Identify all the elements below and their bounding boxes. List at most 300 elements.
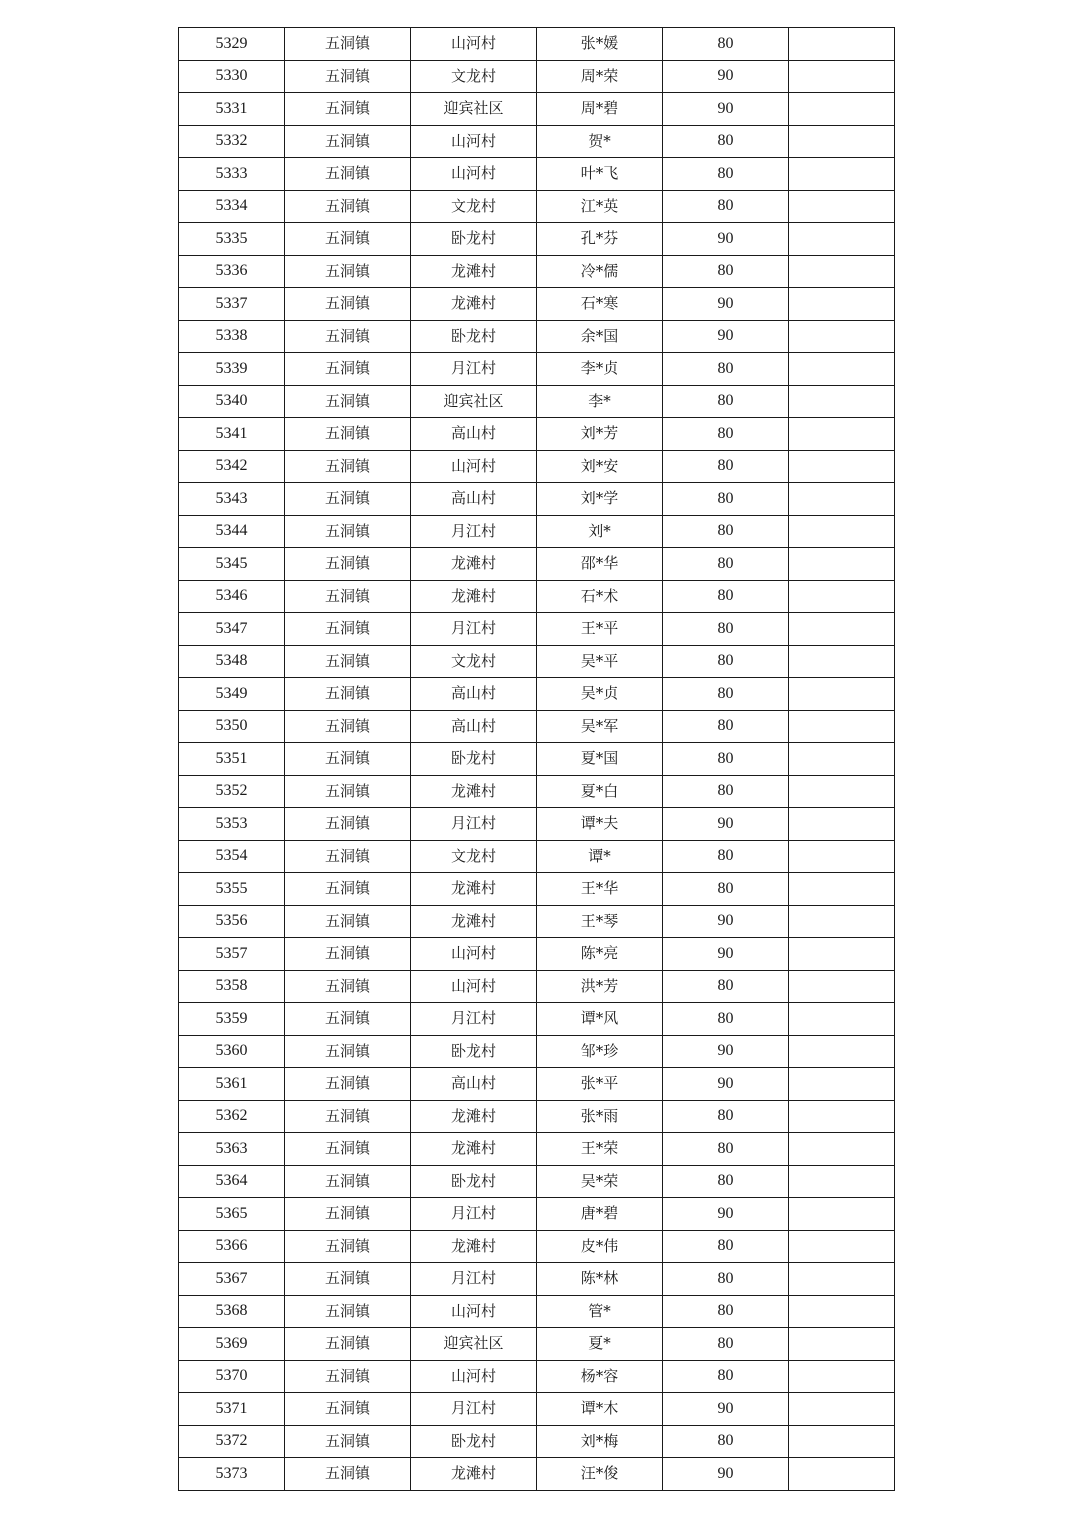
table-row <box>179 873 895 906</box>
village-cell: 文龙村 <box>411 840 537 873</box>
remarks-cell <box>789 743 895 776</box>
name-cell: 吴*军 <box>537 710 663 743</box>
remarks-cell <box>789 710 895 743</box>
amount-cell: 80 <box>663 613 789 646</box>
name-cell: 谭*夫 <box>537 808 663 841</box>
remarks-cell <box>789 1165 895 1198</box>
town-cell: 五洞镇 <box>285 710 411 743</box>
serial-number-cell: 5356 <box>179 905 285 938</box>
serial-number-cell: 5351 <box>179 743 285 776</box>
serial-number-cell: 5329 <box>179 28 285 61</box>
village-cell: 龙滩村 <box>411 548 537 581</box>
table-row <box>179 320 895 353</box>
remarks-cell <box>789 775 895 808</box>
village-cell: 高山村 <box>411 418 537 451</box>
name-cell: 余*国 <box>537 320 663 353</box>
table-row <box>179 678 895 711</box>
remarks-cell <box>789 93 895 126</box>
village-cell: 月江村 <box>411 353 537 386</box>
serial-number-cell: 5372 <box>179 1425 285 1458</box>
remarks-cell <box>789 613 895 646</box>
town-cell: 五洞镇 <box>285 1003 411 1036</box>
amount-cell: 80 <box>663 515 789 548</box>
name-cell: 石*寒 <box>537 288 663 321</box>
village-cell: 卧龙村 <box>411 1165 537 1198</box>
town-cell: 五洞镇 <box>285 1035 411 1068</box>
village-cell: 龙滩村 <box>411 1133 537 1166</box>
amount-cell: 90 <box>663 938 789 971</box>
remarks-cell <box>789 190 895 223</box>
remarks-cell <box>789 645 895 678</box>
village-cell: 龙滩村 <box>411 1230 537 1263</box>
town-cell: 五洞镇 <box>285 385 411 418</box>
village-cell: 山河村 <box>411 1295 537 1328</box>
name-cell: 江*英 <box>537 190 663 223</box>
remarks-cell <box>789 1198 895 1231</box>
town-cell: 五洞镇 <box>285 1295 411 1328</box>
table-row <box>179 970 895 1003</box>
table-row <box>179 60 895 93</box>
amount-cell: 80 <box>663 1165 789 1198</box>
name-cell: 吴*贞 <box>537 678 663 711</box>
table-row <box>179 775 895 808</box>
name-cell: 洪*芳 <box>537 970 663 1003</box>
village-cell: 龙滩村 <box>411 775 537 808</box>
village-cell: 龙滩村 <box>411 1458 537 1491</box>
serial-number-cell: 5354 <box>179 840 285 873</box>
village-cell: 文龙村 <box>411 190 537 223</box>
serial-number-cell: 5337 <box>179 288 285 321</box>
amount-cell: 80 <box>663 385 789 418</box>
village-cell: 高山村 <box>411 483 537 516</box>
village-cell: 山河村 <box>411 450 537 483</box>
village-cell: 山河村 <box>411 938 537 971</box>
table-row <box>179 808 895 841</box>
remarks-cell <box>789 1393 895 1426</box>
remarks-cell <box>789 1263 895 1296</box>
amount-cell: 90 <box>663 808 789 841</box>
table-row <box>179 450 895 483</box>
table-row <box>179 1035 895 1068</box>
name-cell: 王*华 <box>537 873 663 906</box>
serial-number-cell: 5366 <box>179 1230 285 1263</box>
amount-cell: 80 <box>663 353 789 386</box>
town-cell: 五洞镇 <box>285 613 411 646</box>
table-row <box>179 1133 895 1166</box>
table-row <box>179 1068 895 1101</box>
serial-number-cell: 5334 <box>179 190 285 223</box>
town-cell: 五洞镇 <box>285 158 411 191</box>
amount-cell: 80 <box>663 1295 789 1328</box>
remarks-cell <box>789 28 895 61</box>
amount-cell: 80 <box>663 548 789 581</box>
town-cell: 五洞镇 <box>285 190 411 223</box>
name-cell: 冷*儒 <box>537 255 663 288</box>
name-cell: 邹*珍 <box>537 1035 663 1068</box>
serial-number-cell: 5341 <box>179 418 285 451</box>
town-cell: 五洞镇 <box>285 1360 411 1393</box>
table-row <box>179 1003 895 1036</box>
village-cell: 月江村 <box>411 515 537 548</box>
serial-number-cell: 5355 <box>179 873 285 906</box>
serial-number-cell: 5345 <box>179 548 285 581</box>
serial-number-cell: 5338 <box>179 320 285 353</box>
remarks-cell <box>789 255 895 288</box>
serial-number-cell: 5330 <box>179 60 285 93</box>
remarks-cell <box>789 1328 895 1361</box>
town-cell: 五洞镇 <box>285 1230 411 1263</box>
name-cell: 陈*林 <box>537 1263 663 1296</box>
remarks-cell <box>789 1425 895 1458</box>
amount-cell: 80 <box>663 743 789 776</box>
town-cell: 五洞镇 <box>285 1068 411 1101</box>
table-row <box>179 645 895 678</box>
table-row <box>179 1360 895 1393</box>
town-cell: 五洞镇 <box>285 580 411 613</box>
remarks-cell <box>789 418 895 451</box>
table-row <box>179 1198 895 1231</box>
table-row <box>179 1100 895 1133</box>
table-row <box>179 1425 895 1458</box>
remarks-cell <box>789 580 895 613</box>
amount-cell: 80 <box>663 1100 789 1133</box>
name-cell: 谭* <box>537 840 663 873</box>
name-cell: 夏* <box>537 1328 663 1361</box>
town-cell: 五洞镇 <box>285 1133 411 1166</box>
village-cell: 卧龙村 <box>411 1035 537 1068</box>
village-cell: 迎宾社区 <box>411 385 537 418</box>
serial-number-cell: 5357 <box>179 938 285 971</box>
village-cell: 文龙村 <box>411 645 537 678</box>
table-row <box>179 938 895 971</box>
town-cell: 五洞镇 <box>285 775 411 808</box>
village-cell: 山河村 <box>411 158 537 191</box>
remarks-cell <box>789 1360 895 1393</box>
table-row <box>179 353 895 386</box>
amount-cell: 80 <box>663 1003 789 1036</box>
amount-cell: 80 <box>663 255 789 288</box>
serial-number-cell: 5371 <box>179 1393 285 1426</box>
serial-number-cell: 5368 <box>179 1295 285 1328</box>
serial-number-cell: 5332 <box>179 125 285 158</box>
table-row <box>179 1295 895 1328</box>
name-cell: 张*媛 <box>537 28 663 61</box>
village-cell: 龙滩村 <box>411 255 537 288</box>
town-cell: 五洞镇 <box>285 288 411 321</box>
name-cell: 王*平 <box>537 613 663 646</box>
serial-number-cell: 5336 <box>179 255 285 288</box>
table-row <box>179 1230 895 1263</box>
serial-number-cell: 5359 <box>179 1003 285 1036</box>
amount-cell: 80 <box>663 158 789 191</box>
table-row <box>179 418 895 451</box>
name-cell: 夏*国 <box>537 743 663 776</box>
name-cell: 唐*碧 <box>537 1198 663 1231</box>
serial-number-cell: 5362 <box>179 1100 285 1133</box>
town-cell: 五洞镇 <box>285 1458 411 1491</box>
serial-number-cell: 5353 <box>179 808 285 841</box>
amount-cell: 80 <box>663 1360 789 1393</box>
village-cell: 山河村 <box>411 125 537 158</box>
table-row <box>179 710 895 743</box>
town-cell: 五洞镇 <box>285 1263 411 1296</box>
village-cell: 高山村 <box>411 678 537 711</box>
amount-cell: 80 <box>663 1263 789 1296</box>
remarks-cell <box>789 873 895 906</box>
amount-cell: 80 <box>663 1230 789 1263</box>
serial-number-cell: 5364 <box>179 1165 285 1198</box>
amount-cell: 80 <box>663 418 789 451</box>
name-cell: 张*雨 <box>537 1100 663 1133</box>
town-cell: 五洞镇 <box>285 93 411 126</box>
amount-cell: 90 <box>663 93 789 126</box>
amount-cell: 80 <box>663 125 789 158</box>
serial-number-cell: 5342 <box>179 450 285 483</box>
village-cell: 卧龙村 <box>411 743 537 776</box>
name-cell: 孔*芬 <box>537 223 663 256</box>
town-cell: 五洞镇 <box>285 808 411 841</box>
name-cell: 叶*飞 <box>537 158 663 191</box>
village-cell: 龙滩村 <box>411 873 537 906</box>
serial-number-cell: 5331 <box>179 93 285 126</box>
name-cell: 谭*风 <box>537 1003 663 1036</box>
name-cell: 刘*梅 <box>537 1425 663 1458</box>
name-cell: 周*碧 <box>537 93 663 126</box>
amount-cell: 80 <box>663 710 789 743</box>
table-row <box>179 1393 895 1426</box>
remarks-cell <box>789 1003 895 1036</box>
town-cell: 五洞镇 <box>285 450 411 483</box>
serial-number-cell: 5348 <box>179 645 285 678</box>
serial-number-cell: 5350 <box>179 710 285 743</box>
table-row <box>179 385 895 418</box>
town-cell: 五洞镇 <box>285 873 411 906</box>
town-cell: 五洞镇 <box>285 353 411 386</box>
town-cell: 五洞镇 <box>285 1328 411 1361</box>
table-row <box>179 1165 895 1198</box>
name-cell: 周*荣 <box>537 60 663 93</box>
amount-cell: 90 <box>663 223 789 256</box>
table-row <box>179 515 895 548</box>
remarks-cell <box>789 60 895 93</box>
remarks-cell <box>789 1295 895 1328</box>
town-cell: 五洞镇 <box>285 320 411 353</box>
village-cell: 卧龙村 <box>411 223 537 256</box>
village-cell: 山河村 <box>411 28 537 61</box>
remarks-cell <box>789 158 895 191</box>
table-row <box>179 580 895 613</box>
table-row <box>179 190 895 223</box>
amount-cell: 80 <box>663 483 789 516</box>
remarks-cell <box>789 938 895 971</box>
name-cell: 吴*平 <box>537 645 663 678</box>
village-cell: 龙滩村 <box>411 1100 537 1133</box>
serial-number-cell: 5352 <box>179 775 285 808</box>
remarks-cell <box>789 450 895 483</box>
remarks-cell <box>789 1068 895 1101</box>
table-row <box>179 158 895 191</box>
town-cell: 五洞镇 <box>285 28 411 61</box>
amount-cell: 90 <box>663 905 789 938</box>
table-row <box>179 905 895 938</box>
village-cell: 月江村 <box>411 1198 537 1231</box>
name-cell: 石*术 <box>537 580 663 613</box>
table-row <box>179 840 895 873</box>
town-cell: 五洞镇 <box>285 60 411 93</box>
remarks-cell <box>789 905 895 938</box>
village-cell: 龙滩村 <box>411 580 537 613</box>
amount-cell: 80 <box>663 645 789 678</box>
table-row <box>179 483 895 516</box>
table-row <box>179 223 895 256</box>
remarks-cell <box>789 548 895 581</box>
serial-number-cell: 5344 <box>179 515 285 548</box>
name-cell: 夏*白 <box>537 775 663 808</box>
remarks-cell <box>789 353 895 386</box>
name-cell: 刘*学 <box>537 483 663 516</box>
town-cell: 五洞镇 <box>285 1198 411 1231</box>
amount-cell: 80 <box>663 970 789 1003</box>
serial-number-cell: 5349 <box>179 678 285 711</box>
name-cell: 李*贞 <box>537 353 663 386</box>
table-row <box>179 548 895 581</box>
amount-cell: 90 <box>663 1393 789 1426</box>
amount-cell: 80 <box>663 678 789 711</box>
town-cell: 五洞镇 <box>285 515 411 548</box>
table-row <box>179 613 895 646</box>
remarks-cell <box>789 515 895 548</box>
serial-number-cell: 5347 <box>179 613 285 646</box>
amount-cell: 80 <box>663 580 789 613</box>
serial-number-cell: 5367 <box>179 1263 285 1296</box>
amount-cell: 80 <box>663 28 789 61</box>
remarks-cell <box>789 288 895 321</box>
town-cell: 五洞镇 <box>285 1100 411 1133</box>
name-cell: 汪*俊 <box>537 1458 663 1491</box>
village-cell: 迎宾社区 <box>411 1328 537 1361</box>
serial-number-cell: 5363 <box>179 1133 285 1166</box>
table-row <box>179 743 895 776</box>
amount-cell: 80 <box>663 190 789 223</box>
table-row <box>179 125 895 158</box>
village-cell: 月江村 <box>411 808 537 841</box>
town-cell: 五洞镇 <box>285 743 411 776</box>
remarks-cell <box>789 1035 895 1068</box>
table-row <box>179 1458 895 1491</box>
village-cell: 文龙村 <box>411 60 537 93</box>
remarks-cell <box>789 970 895 1003</box>
town-cell: 五洞镇 <box>285 223 411 256</box>
amount-cell: 80 <box>663 873 789 906</box>
serial-number-cell: 5358 <box>179 970 285 1003</box>
serial-number-cell: 5346 <box>179 580 285 613</box>
remarks-cell <box>789 483 895 516</box>
table-row <box>179 1328 895 1361</box>
remarks-cell <box>789 320 895 353</box>
remarks-cell <box>789 385 895 418</box>
serial-number-cell: 5343 <box>179 483 285 516</box>
name-cell: 张*平 <box>537 1068 663 1101</box>
amount-cell: 90 <box>663 1068 789 1101</box>
serial-number-cell: 5333 <box>179 158 285 191</box>
table-row <box>179 28 895 61</box>
village-cell: 月江村 <box>411 613 537 646</box>
village-cell: 卧龙村 <box>411 1425 537 1458</box>
name-cell: 吴*荣 <box>537 1165 663 1198</box>
village-cell: 山河村 <box>411 970 537 1003</box>
remarks-cell <box>789 1133 895 1166</box>
amount-cell: 80 <box>663 1328 789 1361</box>
remarks-cell <box>789 1100 895 1133</box>
serial-number-cell: 5339 <box>179 353 285 386</box>
amount-cell: 90 <box>663 320 789 353</box>
serial-number-cell: 5373 <box>179 1458 285 1491</box>
name-cell: 刘*安 <box>537 450 663 483</box>
table-row <box>179 288 895 321</box>
table-row <box>179 93 895 126</box>
name-cell: 王*琴 <box>537 905 663 938</box>
amount-cell: 90 <box>663 1035 789 1068</box>
town-cell: 五洞镇 <box>285 418 411 451</box>
amount-cell: 80 <box>663 1425 789 1458</box>
serial-number-cell: 5361 <box>179 1068 285 1101</box>
name-cell: 刘*芳 <box>537 418 663 451</box>
remarks-cell <box>789 840 895 873</box>
town-cell: 五洞镇 <box>285 1425 411 1458</box>
town-cell: 五洞镇 <box>285 1393 411 1426</box>
name-cell: 刘* <box>537 515 663 548</box>
amount-cell: 90 <box>663 60 789 93</box>
village-cell: 高山村 <box>411 710 537 743</box>
serial-number-cell: 5370 <box>179 1360 285 1393</box>
village-cell: 迎宾社区 <box>411 93 537 126</box>
amount-cell: 90 <box>663 1458 789 1491</box>
town-cell: 五洞镇 <box>285 840 411 873</box>
amount-cell: 80 <box>663 840 789 873</box>
serial-number-cell: 5335 <box>179 223 285 256</box>
remarks-cell <box>789 678 895 711</box>
town-cell: 五洞镇 <box>285 1165 411 1198</box>
remarks-cell <box>789 223 895 256</box>
name-cell: 邵*华 <box>537 548 663 581</box>
village-cell: 高山村 <box>411 1068 537 1101</box>
remarks-cell <box>789 808 895 841</box>
name-cell: 贺* <box>537 125 663 158</box>
remarks-cell <box>789 1458 895 1491</box>
amount-cell: 90 <box>663 288 789 321</box>
amount-cell: 80 <box>663 450 789 483</box>
village-cell: 山河村 <box>411 1360 537 1393</box>
town-cell: 五洞镇 <box>285 483 411 516</box>
town-cell: 五洞镇 <box>285 255 411 288</box>
table-body <box>179 28 895 1491</box>
name-cell: 陈*亮 <box>537 938 663 971</box>
table-row <box>179 1263 895 1296</box>
village-cell: 月江村 <box>411 1003 537 1036</box>
name-cell: 李* <box>537 385 663 418</box>
town-cell: 五洞镇 <box>285 645 411 678</box>
village-cell: 龙滩村 <box>411 905 537 938</box>
town-cell: 五洞镇 <box>285 548 411 581</box>
table-row <box>179 255 895 288</box>
village-cell: 龙滩村 <box>411 288 537 321</box>
serial-number-cell: 5369 <box>179 1328 285 1361</box>
serial-number-cell: 5340 <box>179 385 285 418</box>
name-cell: 谭*木 <box>537 1393 663 1426</box>
name-cell: 皮*伟 <box>537 1230 663 1263</box>
town-cell: 五洞镇 <box>285 125 411 158</box>
name-cell: 王*荣 <box>537 1133 663 1166</box>
